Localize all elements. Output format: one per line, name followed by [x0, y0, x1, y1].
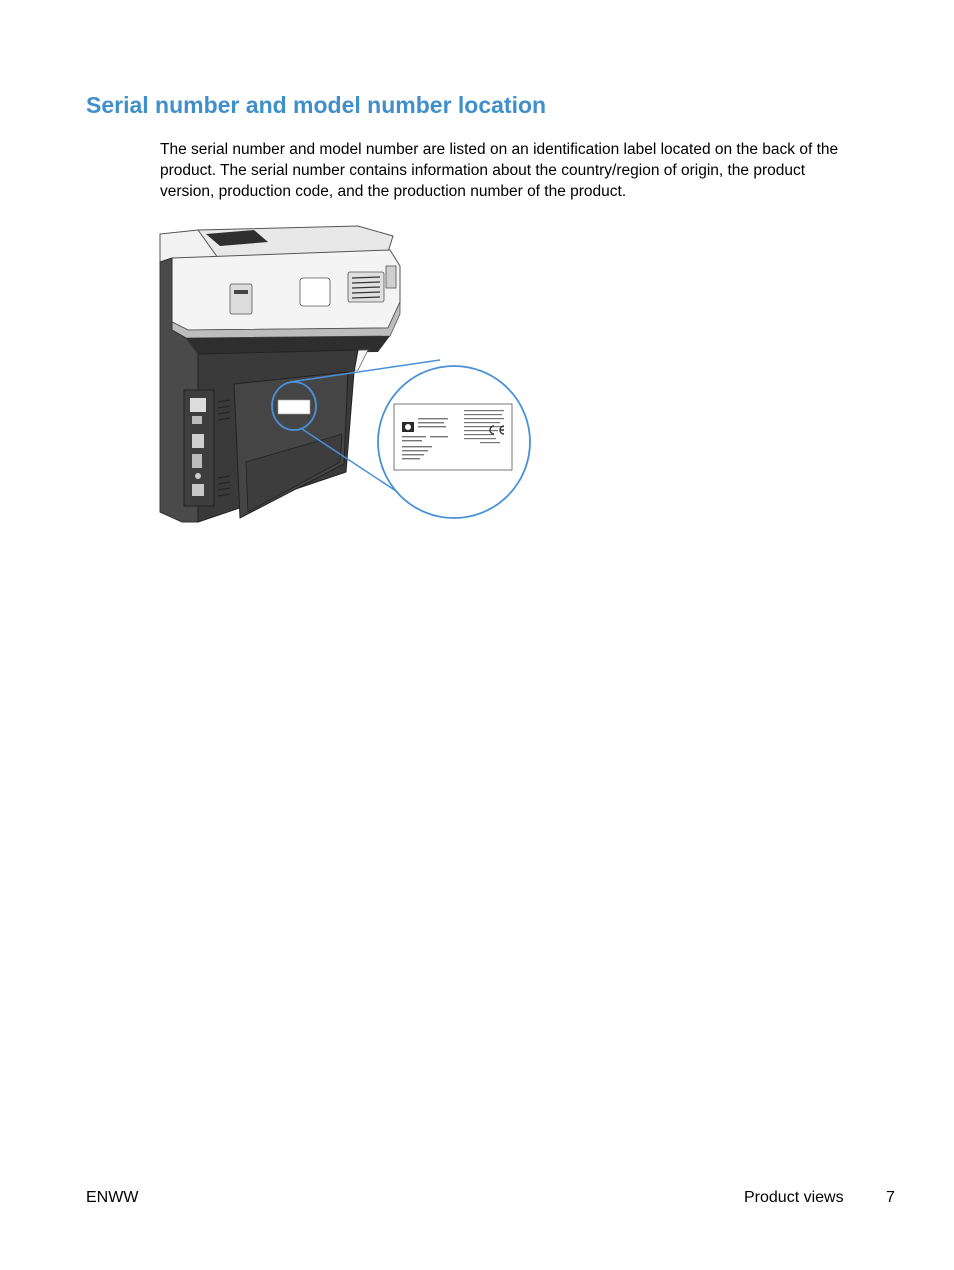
body-paragraph: The serial number and model number are listed on an identification label located on the back of the product. The serial number contains information about the country/region of origin, the product version, production code, and the production number of the product.	[160, 141, 839, 200]
footer-section: Product views	[744, 1189, 844, 1206]
printer-back-figure	[158, 222, 532, 524]
page-heading: Serial number and model number location	[86, 92, 547, 118]
footer-label: ENWW	[86, 1189, 139, 1206]
printer-back-illustration	[158, 222, 532, 524]
page-number: 7	[886, 1189, 895, 1206]
